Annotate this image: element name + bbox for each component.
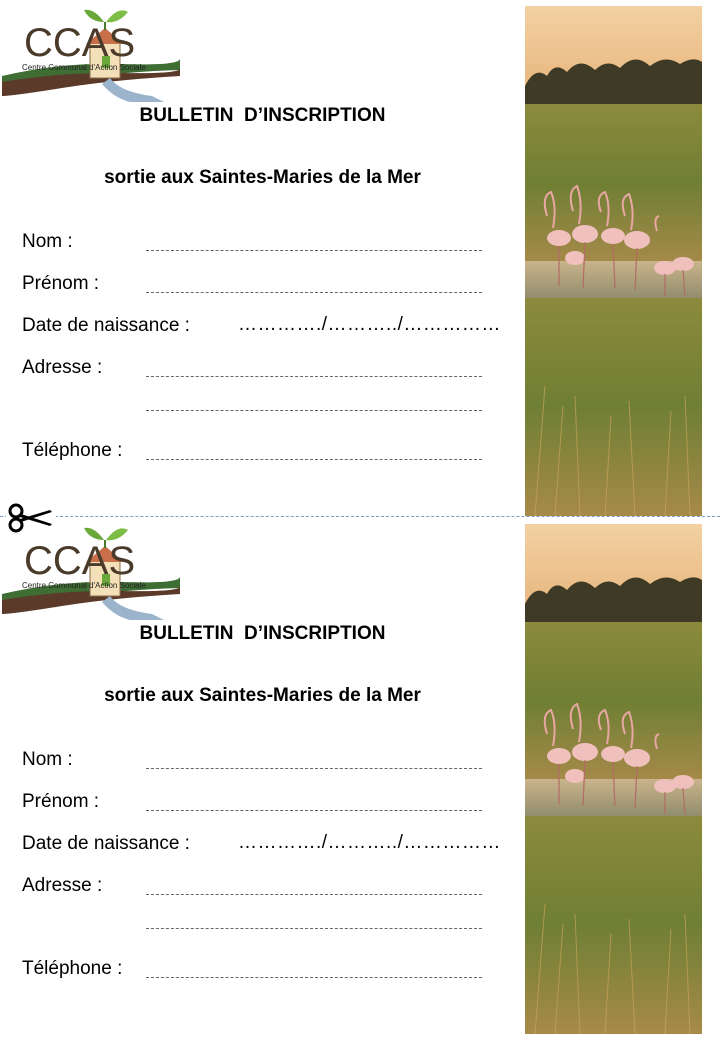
logo-text: CCAS (24, 539, 136, 583)
logo-text: CCAS (24, 21, 136, 65)
registration-form-bottom (0, 518, 720, 1033)
birthdate-label: Date de naissance : (22, 315, 190, 336)
registration-form-top (0, 0, 720, 515)
nom-field[interactable] (146, 768, 482, 769)
ccas-logo (2, 0, 182, 102)
form-title: BULLETIN D’INSCRIPTION (139, 623, 386, 644)
adresse-row-2 (22, 391, 482, 415)
nom-field[interactable] (146, 250, 482, 251)
adresse-field-1[interactable] (146, 894, 482, 895)
nom-row (22, 749, 482, 773)
adresse-field-2[interactable] (146, 928, 482, 929)
form-title: BULLETIN D’INSCRIPTION (139, 105, 386, 126)
birthdate-label: Date de naissance : (22, 833, 190, 854)
nom-label: Nom : (22, 231, 73, 252)
nom-label: Nom : (22, 749, 73, 770)
adresse-row (22, 357, 482, 381)
adresse-field-1[interactable] (146, 376, 482, 377)
form-subtitle: sortie aux Saintes-Maries de la Mer (104, 685, 421, 706)
telephone-label: Téléphone : (22, 958, 123, 979)
prenom-field[interactable] (146, 810, 482, 811)
prenom-row (22, 791, 482, 815)
telephone-label: Téléphone : (22, 440, 123, 461)
flamingos-photo (525, 524, 702, 1034)
prenom-field[interactable] (146, 292, 482, 293)
adresse-row (22, 875, 482, 899)
birthdate-row (22, 832, 501, 857)
prenom-label: Prénom : (22, 273, 100, 294)
cut-line (0, 516, 720, 517)
prenom-label: Prénom : (22, 791, 100, 812)
telephone-row (22, 440, 482, 464)
birthdate-row (22, 314, 501, 339)
telephone-row (22, 958, 482, 982)
ccas-logo (2, 518, 182, 620)
adresse-label: Adresse : (22, 357, 103, 378)
adresse-row-2 (22, 909, 482, 933)
logo-subtitle: Centre Communal d'Action Sociale (22, 63, 146, 72)
flamingos-photo (525, 6, 702, 516)
adresse-field-2[interactable] (146, 410, 482, 411)
birthdate-field[interactable]: …………./………../…………… (238, 314, 501, 335)
logo-subtitle: Centre Communal d'Action Sociale (22, 581, 146, 590)
nom-row (22, 231, 482, 255)
adresse-label: Adresse : (22, 875, 103, 896)
form-subtitle: sortie aux Saintes-Maries de la Mer (104, 167, 421, 188)
birthdate-field[interactable]: …………./………../…………… (238, 832, 501, 853)
prenom-row (22, 273, 482, 297)
telephone-field[interactable] (146, 459, 482, 460)
telephone-field[interactable] (146, 977, 482, 978)
